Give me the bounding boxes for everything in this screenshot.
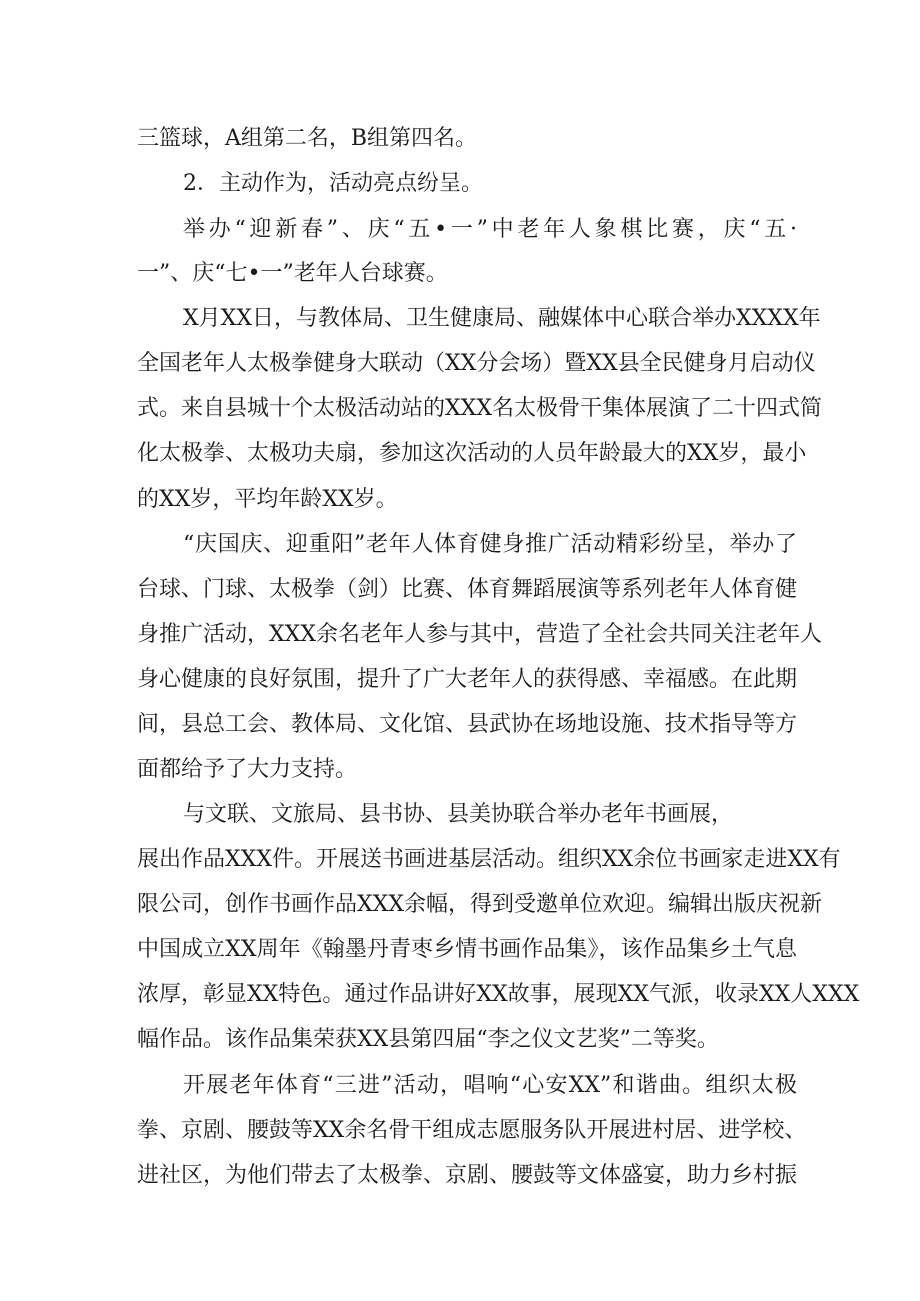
body-text-line: 面都给予了大力支持。	[137, 757, 358, 782]
body-text-line: 浓厚，彰显XX特色。通过作品讲好XX故事，展现XX气派，收录XX人XXX	[137, 982, 860, 1007]
body-text-line: 三篮球，A组第二名，B组第四名。	[137, 126, 478, 151]
body-text-line: 全国老年人太极拳健身大联动（XX分会场）暨XX县全民健身月启动仪	[137, 351, 816, 376]
body-text-line: 进社区，为他们带去了太极拳、京剧、腰鼓等文体盛宴，助力乡村振	[137, 1163, 798, 1188]
body-text-line: 的XX岁，平均年龄XX岁。	[137, 487, 398, 512]
body-text-line: 式。来自县城十个太极活动站的XXX名太极骨干集体展演了二十四式简	[137, 396, 822, 421]
body-text-line: 身推广活动，XXX余名老年人参与其中，营造了全社会共同关注老年人	[137, 622, 822, 647]
body-text-line: 化太极拳、太极功夫扇，参加这次活动的人员年龄最大的XX岁，最小	[137, 441, 807, 466]
body-text-line: 一”、庆“七•一”老年人台球赛。	[137, 261, 448, 286]
body-text-line: 台球、门球、太极拳（剑）比赛、体育舞蹈展演等系列老年人体育健	[137, 577, 798, 602]
body-text-line: 限公司，创作书画作品XXX余幅，得到受邀单位欢迎。编辑出版庆祝新	[137, 892, 822, 917]
body-text-line: 间，县总工会、教体局、文化馆、县武协在场地设施、技术指导等方	[137, 712, 798, 737]
section-heading: 2．主动作为，活动亮点纷呈。	[183, 171, 483, 196]
body-text-line: 中国成立XX周年《翰墨丹青枣乡情书画作品集》，该作品集乡土气息	[137, 937, 797, 962]
body-text-line: 展出作品XXX件。开展送书画进基层活动。组织XX余位书画家走进XX有	[137, 847, 841, 872]
body-text-line: 举办“迎新春”、庆“五•一”中老年人象棋比赛，庆“五·	[183, 217, 797, 242]
body-text-line: X月XX日，与教体局、卫生健康局、融媒体中心联合举办XXXX年	[183, 306, 821, 331]
body-text-line: 开展老年体育“三进”活动，唱响“心安XX”和谐曲。组织太极	[183, 1073, 797, 1098]
body-text-line: 与文联、文旅局、县书协、县美协联合举办老年书画展，	[183, 802, 734, 827]
body-text-line: 拳、京剧、腰鼓等XX余名骨干组成志愿服务队开展进村居、进学校、	[137, 1118, 807, 1143]
body-text-line: 幅作品。该作品集荣获XX县第四届“李之仪文艺奖”二等奖。	[137, 1027, 719, 1052]
body-text-line: “庆国庆、迎重阳”老年人体育健身推广活动精彩纷呈，举办了	[183, 532, 797, 557]
body-text-line: 身心健康的良好氛围，提升了广大老年人的获得感、幸福感。在此期	[137, 667, 798, 692]
